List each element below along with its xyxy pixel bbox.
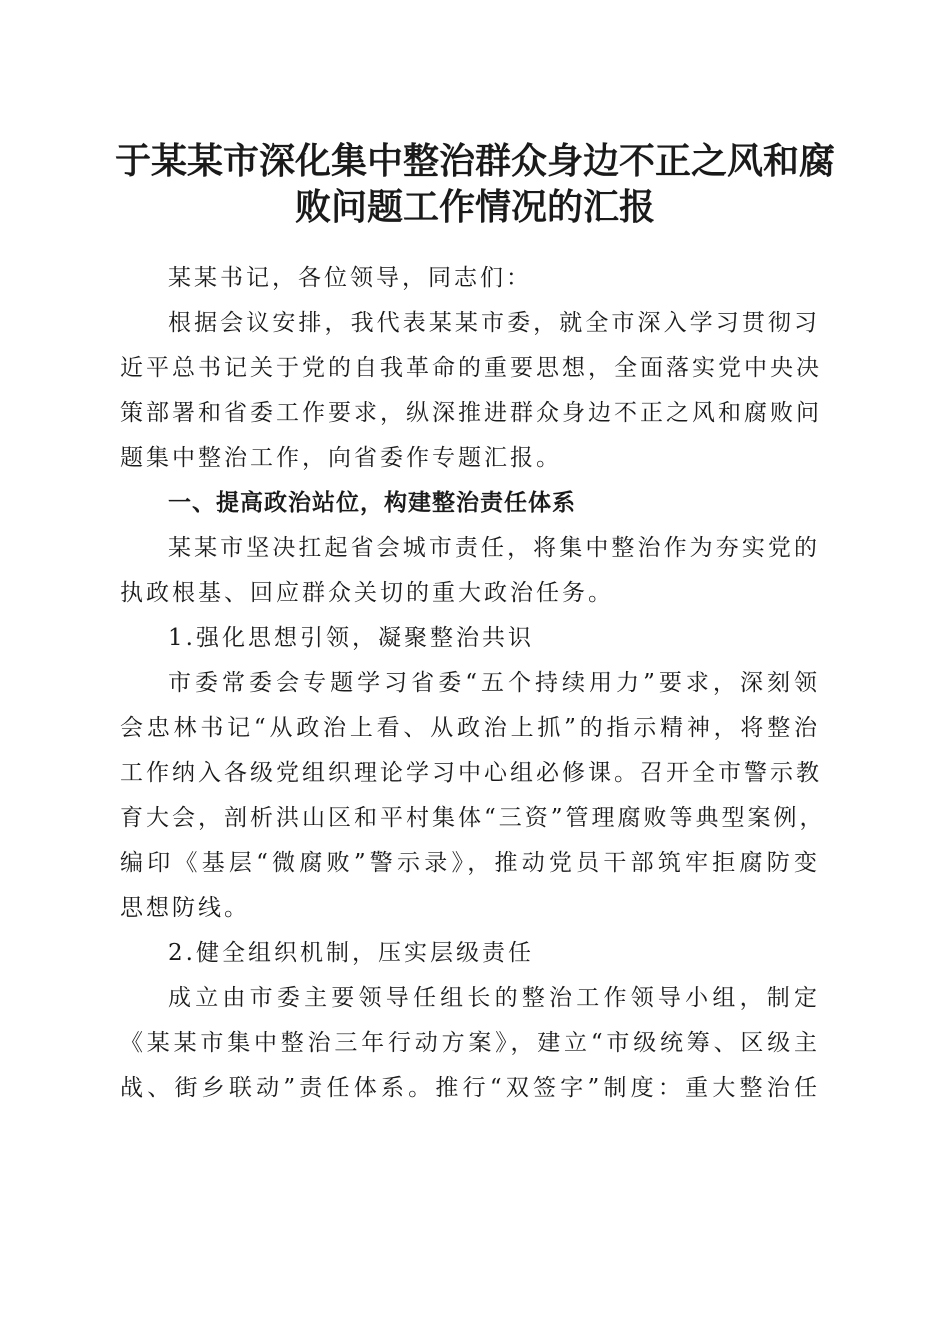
subsection-heading: 2.健全组织机制，压实层级责任 [168,940,534,966]
paragraph-line: 策部署和省委工作要求，纵深推进群众身边不正之风和腐败问 [120,400,822,426]
paragraph-line: 编印《基层“微腐败”警示录》，推动党员干部筑牢拒腐防变 [120,850,820,876]
paragraph-line: 工作纳入各级党组织理论学习中心组必修课。召开全市警示教 [120,760,822,786]
title-line-2: 败问题工作情况的汇报 [294,186,655,228]
salutation: 某某书记，各位领导，同志们： [168,265,532,291]
section-heading: 一、提高政治站位，构建整治责任体系 [168,490,576,516]
paragraph-line: 执政根基、回应群众关切的重大政治任务。 [120,580,614,606]
paragraph-line: 会忠林书记“从政治上看、从政治上抓”的指示精神，将整治 [120,715,820,741]
document-title [90,138,860,230]
paragraph-line: 题集中整治工作，向省委作专题汇报。 [120,445,562,471]
paragraph-line: 成立由市委主要领导任组长的整治工作领导小组，制定 [168,985,820,1011]
paragraph-line: 《某某市集中整治三年行动方案》，建立“市级统筹、区级主 [120,1030,820,1056]
subsection-heading: 1.强化思想引领，凝聚整治共识 [168,625,534,651]
paragraph-line: 战、街乡联动”责任体系。推行“双签字”制度：重大整治任 [120,1075,820,1101]
paragraph-line: 根据会议安排，我代表某某市委，就全市深入学习贯彻习 [168,310,820,336]
document-body [120,256,840,1111]
paragraph-line: 近平总书记关于党的自我革命的重要思想，全面落实党中央决 [120,355,822,381]
paragraph-line: 思想防线。 [120,895,250,921]
paragraph-line: 某某市坚决扛起省会城市责任，将集中整治作为夯实党的 [168,535,820,561]
paragraph-line: 市委常委会专题学习省委“五个持续用力”要求，深刻领 [168,670,820,696]
paragraph-line: 育大会，剖析洪山区和平村集体“三资”管理腐败等典型案例， [120,805,826,831]
title-line-1: 于某某市深化集中整治群众身边不正之风和腐 [114,140,835,182]
